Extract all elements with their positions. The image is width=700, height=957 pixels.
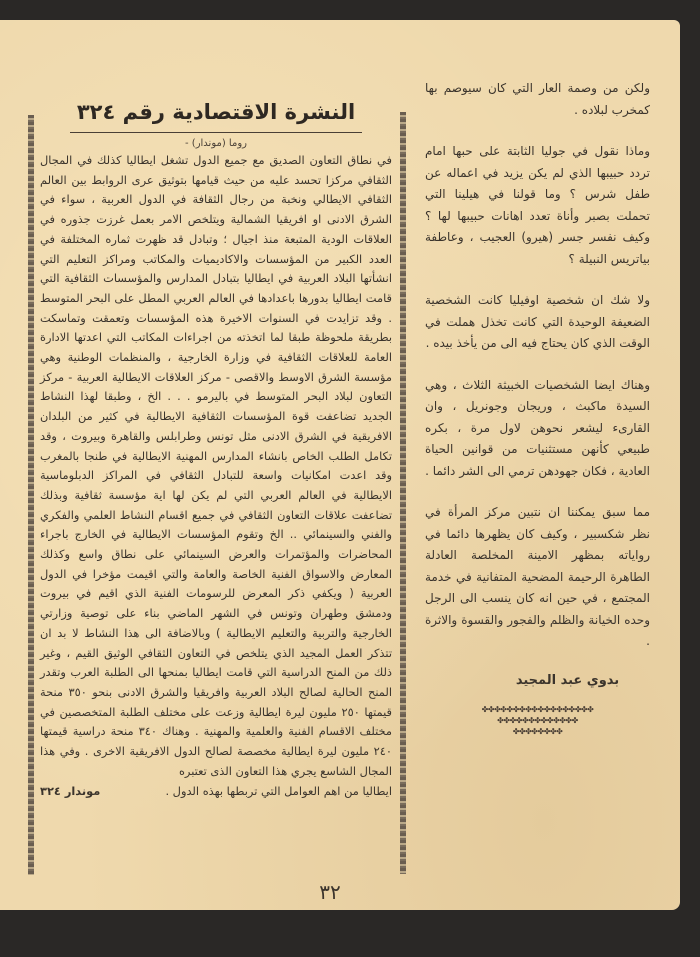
article-last-line: ايطاليا من اهم العوامل التي تربطها بهذه الدول . [165, 783, 392, 798]
article-footer [40, 782, 392, 801]
essay-paragraph: مما سبق يمكننا ان نتبين مركز المرأة في نظر شكسبير ، وكيف كان يظهرها دائما في رواياته بمظهر الامينة المخلصة العادلة الطاهرة الرحيمة المضحية المتفانية في خدمة المجتمع ، في حين انه كان ينسب الى الرجل وحده الخيانة والظلم والفجور والقسوة والاثرة . [425, 505, 650, 648]
article-body: في نطاق التعاون الصديق مع جميع الدول تشغل ايطاليا كذلك في المجال الثقافي مركزا تحسد عليه من حيث قيامها بتوثيق عرى الروابط بين العالم الثقافي الايطالي ونخبة من رجال الثقافة في الدول العربية ، سواء في الشرق الادنى او افريقيا الشمالية ويتلخص الامر بعمل غرزت جذوره في العلاقات الودية المتبعة منذ اجيال ؛ وتبادل قد ظهرت ثماره المختلفة في العدد الكبير من المؤسسات والاكاديميات والمكاتب ومراكز التعليم التي انشأتها البلاد العربية في ايطاليا بتبادل المدارس والمؤسسات الثقافية التي قامت ايطاليا بدورها باعدادها في العالم العربي المطل على البحر المتوسط . وقد تزايدت في السنوات الاخيرة هذه المؤسسات وتعمقت وتماسكت بطريقة ملحوظة طبقا لما اتخذته من اجراءات المكاتب التي اعدتها الادارة العامة للعلاقات الثقافية في وزارة الخارجية ، والمنظمات الوطنية وهي مؤسسة الشرق الاوسط والاقصى - مركز العلاقات الايطالية العربية - مركز التعاون لبلاد البحر المتوسط في باليرمو . . . الخ ، وطبقا لهذا النشاط الجديد تضاعفت قوة المؤسسات الثقافية الايطالية في كثير من البلدان الافريقية في الشرق الادنى مثل تونس وطرابلس والقاهرة وبيروت ، وقد تكامل الطلب الخاص بانشاء المدارس المهنية الايطالية في طنجا بالمغرب وقد اعدت امكانيات واسعة للتبادل الثقافي في المراكز الدبلوماسية الايطالية في العالم العربي التي لم يكن لها اية مؤسسة ثقافية وبذلك تضاعفت علاقات التعاون الثقافي في جميع اقسام النشاط العلمي والفكري والفني والسينمائي .. الخ وتقوم المؤسسات الايطالية في الخارج باجراء المحاضرات والمؤتمرات والعرض السينمائي على نطاق واسع وكذلك المعارض والاسواق الفنية الخاصة والعامة والتي اقيمت مؤخرا في الدول العربية ( ويكفي ذكر المعرض للرسومات الفنية الذي اقيم في بيروت ودمشق وطهران وتونس في الشهر الماضي بناء على توصية وزارتي الخارجية والتربية والتعليم الايطالية ) وبالاضافة الى هذا النشاط لا بد ان تتذكر العمل المجيد الذي يتلخص في التعاون الثقافي الوثيق القيم ، وغير ذلك من المنح الدراسية التي قامت ايطاليا بمنحها الى الطلبة العرب وتقدر المنح الحالية لصالح البلاد العربية وافريقيا والشرق الادنى بنحو ٣٥٠ منحة قيمتها ٢٥٠ مليون ليرة ايطالية وزعت على مختلف الطلبة المتخصصين في مختلف الاقسام الفنية والعلمية والمهنية . وهناك ٣٤٠ منحة دراسية قيمتها ٢٤٠ مليون ليرة ايطالية مخصصة لصالح الدول الافريقية الاخرى . وفي هذا المجال الشاسع يجري هذا التعاون الذى تعتبره [40, 153, 393, 778]
column-divider-rule [400, 112, 406, 874]
essay-paragraph: ولكن من وصمة العار التي كان سيوصم بها كمخرب لبلاده . [425, 81, 650, 117]
essay-paragraph: ولا شك ان شخصية اوفيليا كانت الشخصية الضعيفة الوحيدة التي كانت تخذل هملت في الوقت الذي كان يحتاج فيه الى من يأخذ بيده . [425, 293, 650, 350]
ornament-row: ✤✤✤✤✤✤✤✤✤✤✤✤✤ [497, 715, 578, 725]
article-column [40, 92, 392, 801]
ornament-row: ✤✤✤✤✤✤✤✤ [512, 726, 563, 736]
essay-paragraph: وماذا نقول في جوليا الثابتة على حبها امام تردد حبيبها الذي لم يكن يزيد في اعماله عن طفل شرس ؟ وما قولنا في هيلينا التي تحملت بصبر وأناة تعدد اهانات حبيبها لها ؟ وكيف نفسر جسر (هيرو) العجيب ، وعاطفة بياتريس النبيلة ؟ [425, 144, 650, 266]
left-border-rule [28, 115, 34, 875]
title-underline [70, 132, 362, 133]
page-number: ٣٢ [319, 880, 341, 904]
ornament-divider [425, 704, 650, 737]
magazine-page [0, 20, 680, 910]
article-title: النشرة الاقتصادية رقم ٣٢٤ [76, 100, 356, 124]
essay-paragraph: وهناك ايضا الشخصيات الخبيثة الثلاث ، وهي السيدة ماكبث ، وريجان وجونريل ، وان القارىء ليشعر نحوهن لاول مرة ، بكره طبيعي كأنهن مستثنيات من قوانين الحياة العادية ، فكان جهودهن ترمي الى الشر دائما . [425, 377, 650, 478]
article-dateline: روما (موندار) - [185, 138, 247, 149]
ornament-row: ✤✤✤✤✤✤✤✤✤✤✤✤✤✤✤✤✤✤ [481, 704, 594, 714]
essay-column [425, 78, 650, 737]
author-signature: بدوي عبد المجيد [515, 672, 620, 688]
agency-tag: موندار ٣٢٤ [40, 783, 101, 798]
